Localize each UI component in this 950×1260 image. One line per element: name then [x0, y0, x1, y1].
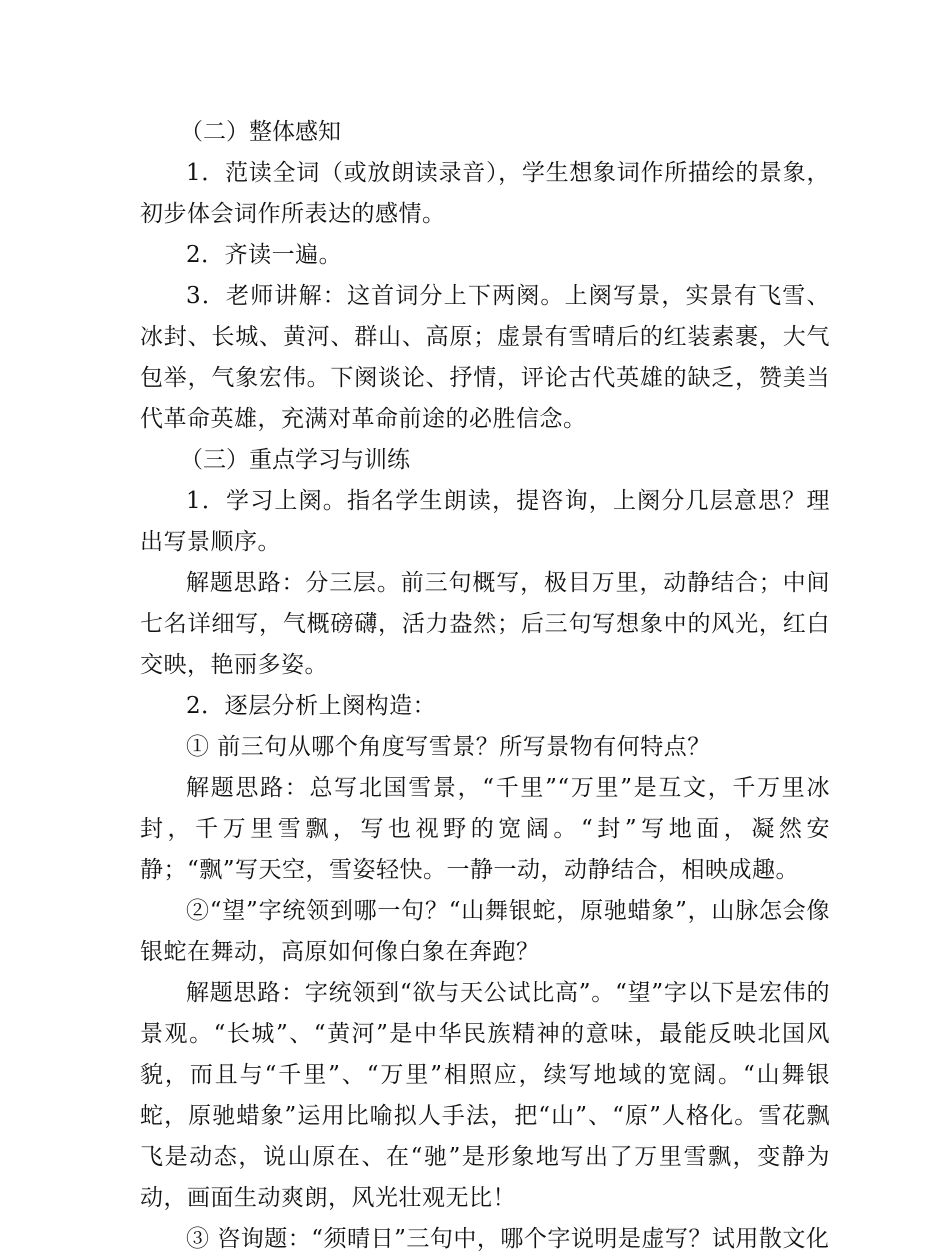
- paragraph: 2．逐层分析上阕构造：: [186, 693, 437, 719]
- paragraph: 解题思路：字统领到“欲与天公试比高”。“望”字以下是宏伟的景观。“长城”、“黄河”是中华民族精神的意味，最能反映北国风貌，而且与“千里”、“万里”相照应，续写地域的宽阔。“山舞银蛇，原驰蜡象”运用比喻拟人手法，把“山”、“原”人格化。雪花飘飞是动态，说山原在、在“驰”是形象地写出了万里雪飘，变静为动，画面生动爽朗，风光壮观无比！: [140, 980, 830, 1211]
- paragraph: ②“望”字统领到哪一句？“山舞银蛇，原驰蜡象”，山脉怎会像银蛇在舞动，高原如何像白象在奔跑？: [140, 898, 830, 965]
- paragraph: ① 前三句从哪个角度写雪景？所写景物有何特点？: [186, 734, 711, 760]
- paragraph: 1．学习上阕。指名学生朗读，提咨询，上阕分几层意思？理出写景顺序。: [140, 488, 830, 555]
- paragraph: 1．范读全词（或放朗读录音），学生想象词作所描绘的景象，初步体会词作所表达的感情。: [140, 160, 830, 227]
- paragraph: ③ 咨询题：“须晴日”三句中，哪个字说明是虚写？试用散文化: [186, 1226, 830, 1252]
- paragraph: 2．齐读一遍。: [186, 242, 343, 268]
- paragraph: 3．老师讲解：这首词分上下两阕。上阕写景，实景有飞雪、冰封、长城、黄河、群山、高原；虚景有雪晴后的红装素裹，大气包举，气象宏伟。下阕谈论、抒情，评论古代英雄的缺乏，赞美当代革命英雄，充满对革命前途的必胜信念。: [140, 283, 830, 432]
- paragraph: 解题思路：分三层。前三句概写，极目万里，动静结合；中间七名详细写，气概磅礴，活力盎然；后三句写想象中的风光，红白交映，艳丽多姿。: [140, 570, 830, 678]
- section-heading-focus: （三）重点学习与训练: [180, 447, 410, 473]
- document-body: [140, 112, 830, 1260]
- section-heading-overall: （二）整体感知: [180, 119, 341, 145]
- paragraph: 解题思路：总写北国雪景，“千里”“万里”是互文，千万里冰封，千万里雪飘，写也视野的宽阔。“封”写地面，凝然安静；“飘”写天空，雪姿轻快。一静一动，动静结合，相映成趣。: [140, 775, 830, 883]
